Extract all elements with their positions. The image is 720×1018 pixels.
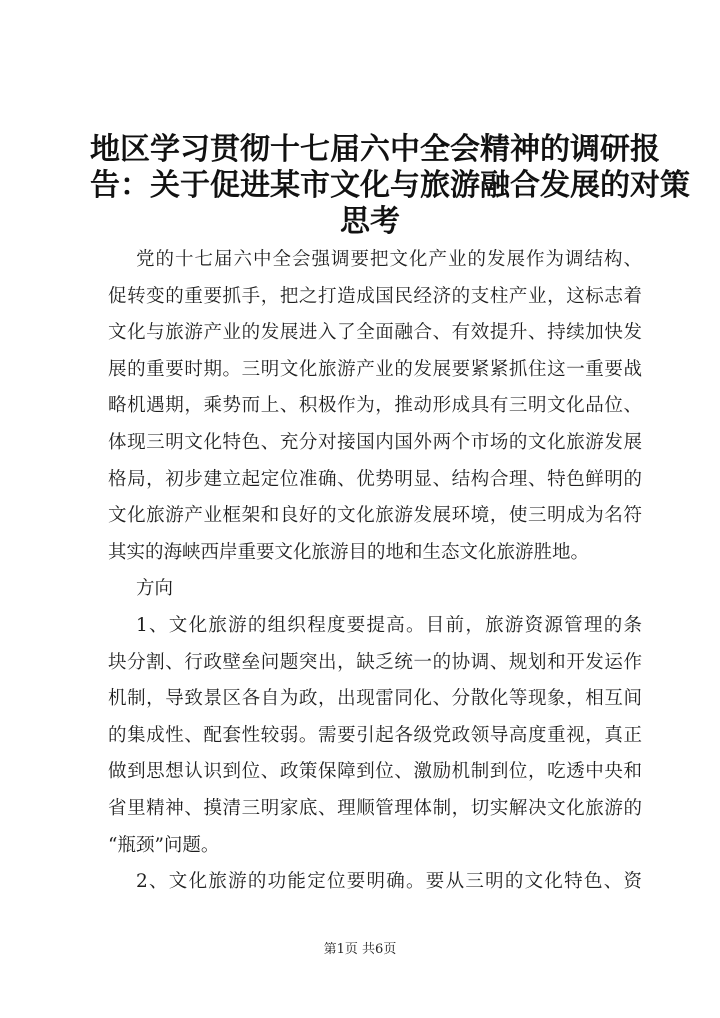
body-line: 略机遇期，乘势而上、积极作为，推动形成具有三明文化品位、 (108, 395, 642, 417)
body-line: 促转变的重要抓手，把之打造成国民经济的支柱产业，这标志着 (108, 285, 642, 307)
body-line: 省里精神、摸清三明家底、理顺管理体制，切实解决文化旅游的 (108, 797, 642, 819)
title-line: 告：关于促进某市文化与旅游融合发展的对策 (90, 168, 690, 203)
body-line: 其实的海峡西岸重要文化旅游目的地和生态文化旅游胜地。 (108, 541, 590, 563)
body-line: 块分割、行政壁垒问题突出，缺乏统一的协调、规划和开发运作 (108, 651, 642, 673)
body-line: 的集成性、配套性较弱。需要引起各级党政领导高度重视，真正 (108, 724, 642, 746)
title-line: 思考 (340, 204, 400, 239)
page-number: 第1页 共6页 (323, 942, 397, 957)
document-body (108, 242, 642, 901)
body-line: 1、文化旅游的组织程度要提高。目前，旅游资源管理的条 (136, 614, 642, 636)
body-line: 机制，导致景区各自为政，出现雷同化、分散化等现象，相互间 (108, 688, 642, 710)
body-line: 2、文化旅游的功能定位要明确。要从三明的文化特色、资 (136, 871, 642, 893)
body-line: 文化旅游产业框架和良好的文化旅游发展环境，使三明成为名符 (108, 505, 642, 527)
body-line: “瓶颈”问题。 (108, 834, 220, 856)
body-line: 展的重要时期。三明文化旅游产业的发展要紧紧抓住这一重要战 (108, 358, 642, 380)
body-line: 党的十七届六中全会强调要把文化产业的发展作为调结构、 (136, 249, 642, 270)
body-line: 格局，初步建立起定位准确、优势明显、结构合理、特色鲜明的 (108, 468, 642, 490)
body-line: 文化与旅游产业的发展进入了全面融合、有效提升、持续加快发 (108, 322, 642, 344)
section-heading: 方向 (136, 578, 174, 600)
document-title (90, 132, 690, 240)
body-line: 做到思想认识到位、政策保障到位、激励机制到位，吃透中央和 (108, 761, 642, 783)
title-line: 地区学习贯彻十七届六中全会精神的调研报 (90, 132, 660, 167)
body-line: 体现三明文化特色、充分对接国内国外两个市场的文化旅游发展 (108, 431, 642, 453)
